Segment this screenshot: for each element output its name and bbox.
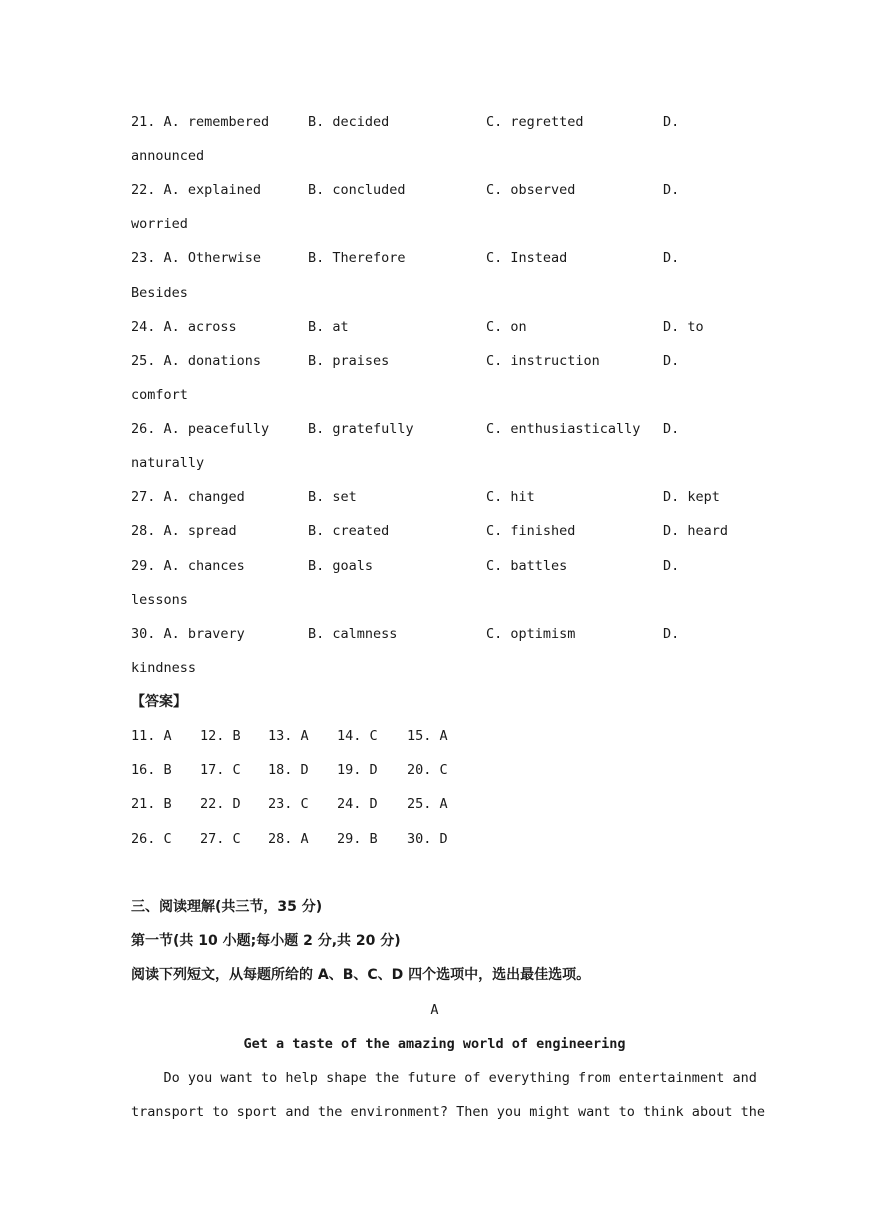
option-row <box>131 317 704 337</box>
option-d-wrap: lessons <box>131 592 188 608</box>
option-row <box>131 487 720 507</box>
answer-item: 12. B <box>200 728 241 744</box>
option-b: B. calmness <box>308 626 398 642</box>
option-c: C. finished <box>486 523 576 539</box>
option-b: B. set <box>308 489 357 505</box>
option-d-wrap: announced <box>131 148 205 164</box>
option-d: D. <box>663 626 680 642</box>
answer-item: 18. D <box>268 762 309 778</box>
option-b: B. goals <box>308 558 374 574</box>
option-c: C. observed <box>486 182 576 198</box>
instruction-text: 阅读下列短文，从每题所给的 A、B、C、D 四个选项中，选出最佳选项。 <box>131 967 591 983</box>
option-row <box>131 248 680 268</box>
option-b: B. at <box>308 319 349 335</box>
option-a: 22. A. explained <box>131 182 262 198</box>
passage-label: A <box>430 1002 439 1018</box>
option-a: 29. A. chances <box>131 558 245 574</box>
option-b: B. praises <box>308 353 390 369</box>
option-d: D. <box>663 114 680 130</box>
option-b: B. created <box>308 523 390 539</box>
option-d: D. to <box>663 319 704 335</box>
option-d: D. <box>663 353 680 369</box>
option-a: 24. A. across <box>131 319 237 335</box>
option-row <box>131 521 729 541</box>
option-row <box>131 624 680 644</box>
answer-item: 24. D <box>337 796 378 812</box>
answer-item: 30. D <box>407 831 448 847</box>
option-a: 25. A. donations <box>131 353 262 369</box>
answer-heading: 【答案】 <box>131 694 187 710</box>
option-d-wrap: Besides <box>131 285 188 301</box>
option-c: C. regretted <box>486 114 584 130</box>
passage-line: transport to sport and the environment? Then you might want to think about the <box>131 1104 765 1120</box>
option-b: B. gratefully <box>308 421 414 437</box>
option-c: C. on <box>486 319 527 335</box>
answer-item: 27. C <box>200 831 241 847</box>
option-row <box>131 180 680 200</box>
option-row <box>131 419 680 439</box>
option-c: C. enthusiastically <box>486 421 641 437</box>
answer-row <box>131 760 448 780</box>
answer-item: 15. A <box>407 728 448 744</box>
option-c: C. instruction <box>486 353 600 369</box>
option-c: C. battles <box>486 558 568 574</box>
answer-row <box>131 726 448 746</box>
option-b: B. Therefore <box>308 250 406 266</box>
option-a: 30. A. bravery <box>131 626 245 642</box>
option-d-wrap: worried <box>131 216 188 232</box>
option-a: 26. A. peacefully <box>131 421 270 437</box>
option-d: D. heard <box>663 523 729 539</box>
option-a: 28. A. spread <box>131 523 237 539</box>
answer-item: 23. C <box>268 796 309 812</box>
answer-item: 26. C <box>131 831 172 847</box>
answer-item: 11. A <box>131 728 172 744</box>
option-d-wrap: kindness <box>131 660 197 676</box>
passage-title: Get a taste of the amazing world of engineering <box>243 1036 626 1052</box>
option-a: 23. A. Otherwise <box>131 250 262 266</box>
answer-item: 25. A <box>407 796 448 812</box>
option-d: D. <box>663 182 680 198</box>
option-c: C. optimism <box>486 626 576 642</box>
option-row <box>131 351 680 371</box>
option-b: B. decided <box>308 114 390 130</box>
answer-item: 22. D <box>200 796 241 812</box>
answer-item: 16. B <box>131 762 172 778</box>
part-heading: 第一节(共 10 小题;每小题 2 分,共 20 分) <box>131 933 401 949</box>
option-c: C. hit <box>486 489 535 505</box>
option-a: 21. A. remembered <box>131 114 270 130</box>
option-d-wrap: comfort <box>131 387 188 403</box>
answer-item: 20. C <box>407 762 448 778</box>
option-d: D. <box>663 250 680 266</box>
option-d: D. <box>663 421 680 437</box>
answer-item: 13. A <box>268 728 309 744</box>
option-c: C. Instead <box>486 250 568 266</box>
answer-item: 21. B <box>131 796 172 812</box>
answer-row <box>131 794 448 814</box>
answer-item: 17. C <box>200 762 241 778</box>
option-d: D. <box>663 558 680 574</box>
option-row <box>131 556 680 576</box>
answer-item: 29. B <box>337 831 378 847</box>
option-b: B. concluded <box>308 182 406 198</box>
answer-item: 28. A <box>268 831 309 847</box>
answer-item: 19. D <box>337 762 378 778</box>
option-d-wrap: naturally <box>131 455 205 471</box>
answer-row <box>131 829 448 849</box>
option-d: D. kept <box>663 489 720 505</box>
section-heading: 三、阅读理解(共三节，35 分) <box>131 899 323 915</box>
option-row <box>131 112 680 132</box>
passage-line: Do you want to help shape the future of everything from entertainment and <box>131 1070 757 1086</box>
option-a: 27. A. changed <box>131 489 245 505</box>
answer-item: 14. C <box>337 728 378 744</box>
